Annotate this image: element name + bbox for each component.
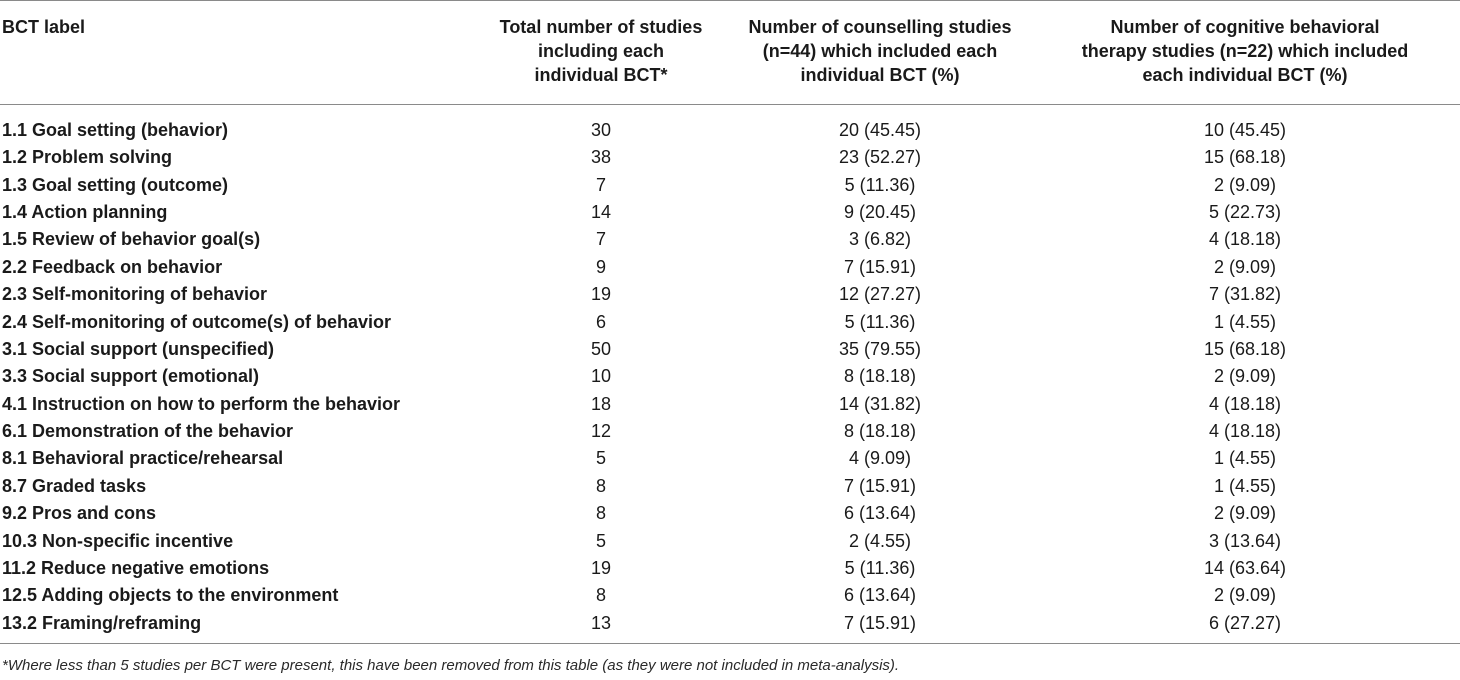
cbt-cell: 2 (9.09) (1213, 174, 1277, 195)
counselling-cell: 3 (6.82) (848, 229, 912, 250)
counselling-cell: 8 (18.18) (843, 366, 917, 387)
total-studies-cell: 12 (590, 421, 612, 442)
bct-label-cell: 12.5 Adding objects to the environment (2, 585, 339, 606)
header-cbt-line: therapy studies (n=22) which included (1081, 41, 1409, 61)
table-row (0, 527, 1460, 554)
bct-label-cell: 9.2 Pros and cons (2, 503, 157, 524)
header-total-line: Total number of studies (499, 17, 703, 37)
total-studies-cell: 8 (595, 585, 606, 606)
total-studies-cell: 19 (590, 284, 612, 305)
counselling-cell: 7 (15.91) (730, 610, 1030, 644)
bct-label-cell: 1.1 Goal setting (behavior) (2, 120, 229, 140)
cbt-cell: 5 (22.73) (1208, 201, 1282, 222)
table-row (0, 445, 1460, 472)
table-row (0, 144, 1460, 171)
table-row (0, 308, 1460, 335)
counselling-cell: 12 (27.27) (838, 284, 922, 305)
header-total-studies (472, 1, 730, 105)
bct-label-cell: 1.4 Action planning (2, 201, 168, 222)
cbt-cell: 10 (45.45) (1203, 120, 1287, 140)
counselling-cell: 8 (18.18) (843, 421, 917, 442)
total-studies-cell: 19 (590, 558, 612, 579)
bct-label-cell: 6.1 Demonstration of the behavior (2, 421, 294, 442)
total-studies-cell: 8 (595, 503, 606, 524)
cbt-cell: 1 (4.55) (1213, 311, 1277, 332)
counselling-cell: 35 (79.55) (838, 338, 922, 359)
table-row (0, 281, 1460, 308)
bct-label-cell: 2.4 Self-monitoring of outcome(s) of behavior (2, 311, 392, 332)
counselling-cell: 23 (52.27) (838, 147, 922, 168)
total-studies-cell: 8 (595, 475, 606, 496)
cbt-cell: 2 (9.09) (1213, 585, 1277, 606)
bct-label-cell: 2.3 Self-monitoring of behavior (2, 284, 268, 305)
header-total-line: individual BCT* (534, 65, 668, 85)
cbt-cell: 2 (9.09) (1213, 503, 1277, 524)
total-studies-cell: 38 (590, 147, 612, 168)
cbt-cell: 4 (18.18) (1208, 393, 1282, 414)
table-row (0, 610, 1460, 644)
table-body (0, 105, 1460, 644)
bct-label-cell: 13.2 Framing/reframing (0, 610, 472, 644)
header-cbt-line: Number of cognitive behavioral (1110, 17, 1380, 37)
total-studies-cell: 9 (595, 256, 606, 277)
cbt-cell: 1 (4.55) (1213, 448, 1277, 469)
table-row (0, 105, 1460, 145)
bct-label-cell: 8.7 Graded tasks (2, 475, 147, 496)
bct-label-cell: 2.2 Feedback on behavior (2, 256, 223, 277)
header-cbt-line: each individual BCT (%) (1142, 65, 1348, 85)
cbt-cell: 4 (18.18) (1208, 229, 1282, 250)
total-studies-cell: 5 (595, 530, 606, 551)
table-row (0, 226, 1460, 253)
table-row (0, 199, 1460, 226)
bct-label-cell: 3.1 Social support (unspecified) (2, 338, 275, 359)
counselling-cell: 2 (4.55) (848, 530, 912, 551)
bct-label-cell: 11.2 Reduce negative emotions (2, 558, 270, 579)
total-studies-cell: 7 (595, 174, 606, 195)
table-row (0, 418, 1460, 445)
table-row (0, 171, 1460, 198)
table-row (0, 336, 1460, 363)
bct-label-cell: 1.5 Review of behavior goal(s) (2, 229, 261, 250)
total-studies-cell: 6 (595, 311, 606, 332)
cbt-cell: 2 (9.09) (1213, 256, 1277, 277)
bct-label-cell: 1.3 Goal setting (outcome) (2, 174, 229, 195)
table-row (0, 582, 1460, 609)
counselling-cell: 14 (31.82) (838, 393, 922, 414)
header-counselling-line: Number of counselling studies (748, 17, 1012, 37)
table-row (0, 555, 1460, 582)
table-row (0, 363, 1460, 390)
bct-label-cell: 8.1 Behavioral practice/rehearsal (2, 448, 284, 469)
cbt-cell: 3 (13.64) (1208, 530, 1282, 551)
table-footnote: *Where less than 5 studies per BCT were present, this have been removed from this table (as they were not included in meta-analysis). (2, 657, 900, 674)
cbt-cell: 15 (68.18) (1203, 338, 1287, 359)
total-studies-cell: 10 (590, 366, 612, 387)
header-counselling-studies (730, 1, 1030, 105)
counselling-cell: 5 (11.36) (844, 558, 916, 579)
counselling-cell: 20 (45.45) (838, 120, 922, 140)
table-header (0, 1, 1460, 105)
counselling-cell: 5 (11.36) (844, 311, 916, 332)
total-studies-cell: 7 (595, 229, 606, 250)
bct-label-cell: 10.3 Non-specific incentive (2, 530, 234, 551)
bct-label-cell: 3.3 Social support (emotional) (2, 366, 260, 387)
header-row (0, 1, 1460, 105)
counselling-cell: 4 (9.09) (848, 448, 912, 469)
counselling-cell: 7 (15.91) (843, 475, 917, 496)
counselling-cell: 6 (13.64) (843, 585, 917, 606)
header-cbt-studies (1030, 1, 1460, 105)
total-studies-cell: 30 (590, 120, 612, 140)
total-studies-cell: 18 (590, 393, 612, 414)
total-studies-cell: 5 (595, 448, 606, 469)
total-studies-cell: 13 (472, 610, 730, 644)
total-studies-cell: 14 (590, 201, 612, 222)
table-row (0, 391, 1460, 418)
counselling-cell: 5 (11.36) (844, 174, 916, 195)
bct-label-cell: 1.2 Problem solving (2, 147, 173, 168)
header-counselling-line: (n=44) which included each (762, 41, 998, 61)
cbt-cell: 7 (31.82) (1208, 284, 1282, 305)
table-row (0, 473, 1460, 500)
header-counselling-line: individual BCT (%) (800, 65, 960, 85)
header-bct-label: BCT label (0, 1, 472, 105)
cbt-cell: 1 (4.55) (1213, 475, 1277, 496)
cbt-cell: 15 (68.18) (1203, 147, 1287, 168)
bct-label-cell: 4.1 Instruction on how to perform the behavior (2, 393, 401, 414)
header-total-line: including each (537, 41, 665, 61)
cbt-cell: 4 (18.18) (1208, 421, 1282, 442)
counselling-cell: 7 (15.91) (843, 256, 917, 277)
counselling-cell: 9 (20.45) (843, 201, 917, 222)
counselling-cell: 6 (13.64) (843, 503, 917, 524)
table-row (0, 254, 1460, 281)
cbt-cell: 6 (27.27) (1030, 610, 1460, 644)
total-studies-cell: 50 (590, 338, 612, 359)
table-row (0, 500, 1460, 527)
cbt-cell: 14 (63.64) (1203, 558, 1287, 579)
cbt-cell: 2 (9.09) (1213, 366, 1277, 387)
